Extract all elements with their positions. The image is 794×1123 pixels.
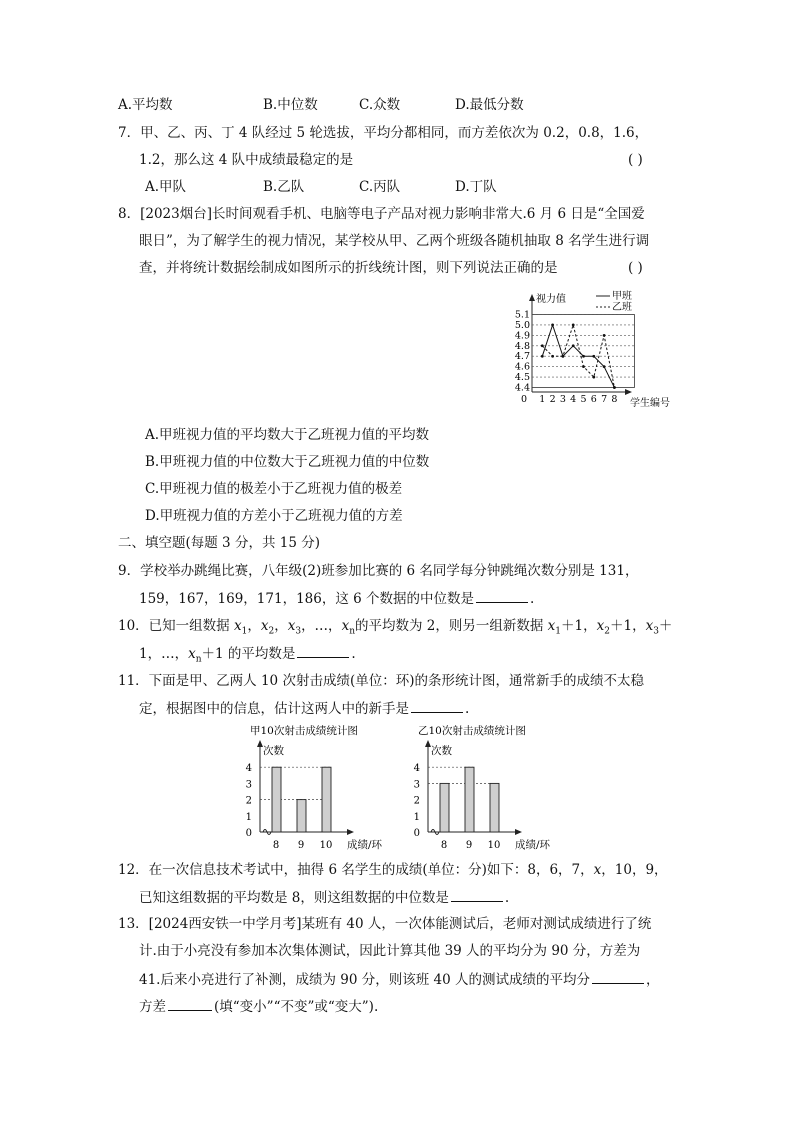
x-tick-label: 2	[549, 394, 556, 405]
x-axis-label: 成绩/环	[347, 839, 383, 851]
point-yi	[551, 355, 554, 358]
q9-blank[interactable]	[476, 588, 528, 603]
q7-answer-paren: ( )	[628, 152, 643, 168]
y-tick-label: 3	[245, 779, 252, 791]
bar	[297, 800, 306, 832]
y-tick-label: 5.0	[514, 319, 530, 331]
q7-option-b: B.乙队	[263, 179, 305, 195]
q6-option-b: B.中位数	[263, 97, 318, 113]
y-axis-label: 视力值	[536, 294, 566, 305]
jia-bar-chart	[232, 722, 392, 852]
x-tick-label: 8	[440, 840, 448, 851]
q8-line3: 查，并将统计数据绘制成如图所示的折线统计图，则下列说法正确的是	[139, 260, 558, 276]
y-tick-label: 4.9	[514, 330, 530, 342]
y-tick-label: 4.7	[514, 351, 530, 363]
q6-option-d: D.最低分数	[455, 97, 524, 113]
q13-line1: 13．[2024西安铁一中学月考]某班有 40 人，一次体能测试后，老师对测试成绩进行了统	[118, 916, 652, 932]
point-jia	[592, 355, 595, 358]
chart-title: 乙10次射击成绩统计图	[418, 725, 526, 737]
point-jia	[572, 344, 575, 347]
point-yi	[562, 355, 565, 358]
y-tick-label: 5.1	[514, 309, 530, 321]
x-tick-label: 8	[611, 394, 618, 405]
x-tick-label: 3	[559, 394, 566, 405]
x-tick-label: 6	[590, 394, 597, 405]
x-tick-label: 4	[570, 394, 577, 405]
q8-answer-paren: ( )	[628, 260, 643, 276]
y-tick-label: 2	[245, 795, 252, 807]
point-yi	[603, 334, 606, 337]
bar	[272, 767, 281, 832]
q10-blank[interactable]	[297, 643, 349, 658]
point-jia	[541, 355, 544, 358]
y-axis-label: 次数	[431, 745, 452, 757]
yi-bar-chart	[400, 722, 560, 852]
q13-line2: 计.由于小亮没有参加本次集体测试，因此计算其他 39 人的平均分为 90 分，方差为	[139, 943, 641, 959]
q7-option-d: D.丁队	[455, 179, 497, 195]
x-tick-label: 7	[601, 394, 608, 405]
q13-line4: 方差 (填“变小”“不变”或“变大”).	[139, 996, 378, 1017]
q13-mean-blank[interactable]	[592, 969, 644, 984]
y-axis-label: 次数	[263, 745, 284, 757]
bar	[440, 783, 449, 832]
x-axis-label: 学生编号	[630, 398, 670, 409]
q9-line1: 9．学校举办跳绳比赛，八年级(2)班参加比赛的 6 名同学每分钟跳绳次数分别是 131，	[118, 563, 639, 579]
legend-label-jia: 甲班	[612, 291, 632, 302]
q8-option-a: A.甲班视力值的平均数大于乙班视力值的平均数	[145, 427, 430, 443]
q8-option-b: B.甲班视力值的中位数大于乙班视力值的中位数	[145, 454, 430, 470]
y-tick-label: 1	[413, 811, 420, 823]
q11-line1: 11．下面是甲、乙两人 10 次射击成绩(单位：环)的条形统计图，通常新手的成绩不太稳	[118, 673, 644, 689]
point-jia	[603, 365, 606, 368]
q6-option-c: C.众数	[359, 97, 401, 113]
y-tick-label: 0	[245, 828, 252, 839]
y-tick-label: 4	[413, 763, 420, 775]
y-tick-label: 4	[245, 763, 252, 775]
point-jia	[582, 355, 585, 358]
legend-label-yi: 乙班	[612, 302, 632, 313]
q12-blank[interactable]	[451, 887, 503, 902]
q8-line2: 眼日”，为了解学生的视力情况，某学校从甲、乙两个班级各随机抽取 8 名学生进行调	[139, 233, 650, 249]
x-tick-label: 5	[580, 394, 587, 405]
q9-line2: 159，167，169，171，186，这 6 个数据的中位数是 .	[139, 588, 534, 609]
x-axis-label: 成绩/环	[515, 839, 551, 851]
q8-option-c: C.甲班视力值的极差小于乙班视力值的极差	[145, 481, 403, 497]
y-tick-label: 3	[413, 779, 420, 791]
chart-title: 甲10次射击成绩统计图	[250, 725, 358, 737]
x-axis-arrow	[515, 829, 522, 835]
bar	[465, 767, 474, 832]
q8-line1: 8．[2023烟台]长时间观看手机、电脑等电子产品对视力影响非常大.6 月 6 日是“全国爱	[118, 206, 645, 222]
point-yi	[541, 344, 544, 347]
q6-option-a: A.平均数	[118, 97, 173, 113]
x-tick-label: 9	[297, 840, 305, 851]
y-axis-arrow	[529, 294, 535, 301]
q13-line3: 41.后来小亮进行了补测，成绩为 90 分，则该班 40 人的测试成绩的平均分 ，	[139, 969, 660, 990]
q11-blank[interactable]	[411, 698, 463, 713]
q10-line2: 1，…，$x_n+1$ 的平均数是 .	[139, 643, 356, 670]
point-yi	[572, 324, 575, 327]
x-tick-label: 10	[487, 840, 501, 851]
q13-variance-blank[interactable]	[168, 996, 212, 1011]
x-axis-arrow	[347, 829, 354, 835]
y-tick-label: 1	[245, 811, 252, 823]
y-tick-label: 4.5	[514, 372, 530, 384]
point-yi	[592, 376, 595, 379]
q12-line1: 12．在一次信息技术考试中，抽得 6 名学生的成绩(单位：分)如下：8，6，7，x，10，9，	[118, 862, 668, 878]
q11-line2: 定，根据图中的信息，估计这两人中的新手是 .	[139, 698, 469, 719]
y-tick-label: 2	[413, 795, 420, 807]
q7-line2: 1.2，那么这 4 队中成绩最稳定的是	[139, 152, 354, 168]
q10-line1: 10．已知一组数据 $x_1$，$x_2$，$x_3$，…，$x_n$的平均数为 2，则另一组新数据 $x_1+1$，$x_2+1$，$x_3+$	[118, 618, 673, 637]
y-tick-label: 4.4	[514, 382, 530, 394]
q7-option-c: C.丙队	[359, 179, 401, 195]
vision-line-chart	[496, 284, 686, 416]
q7-option-a: A.甲队	[145, 179, 187, 195]
bar	[322, 767, 331, 832]
q8-option-d: D.甲班视力值的方差小于乙班视力值的方差	[145, 508, 403, 524]
section-heading: 二、填空题(每题 3 分，共 15 分)	[118, 535, 320, 551]
point-yi	[613, 386, 616, 389]
x-tick-label: 10	[319, 840, 333, 851]
x-tick-label: 1	[539, 394, 546, 405]
x-tick-label: 0	[520, 394, 528, 405]
y-tick-label: 4.8	[514, 340, 530, 352]
y-tick-label: 4.6	[514, 361, 530, 373]
x-tick-label: 8	[272, 840, 280, 851]
y-tick-label: 0	[413, 828, 420, 839]
q7-line1: 7．甲、乙、丙、丁 4 队经过 5 轮选拔，平均分都相同，而方差依次为 0.2，0.8，1.6，	[118, 125, 649, 141]
q12-line2: 已知这组数据的平均数是 8，则这组数据的中位数是 .	[139, 887, 509, 908]
point-jia	[551, 324, 554, 327]
bar	[490, 783, 499, 832]
x-axis-arrow	[625, 389, 632, 395]
x-tick-label: 9	[465, 840, 473, 851]
plot-frame	[532, 315, 634, 388]
point-yi	[582, 365, 585, 368]
